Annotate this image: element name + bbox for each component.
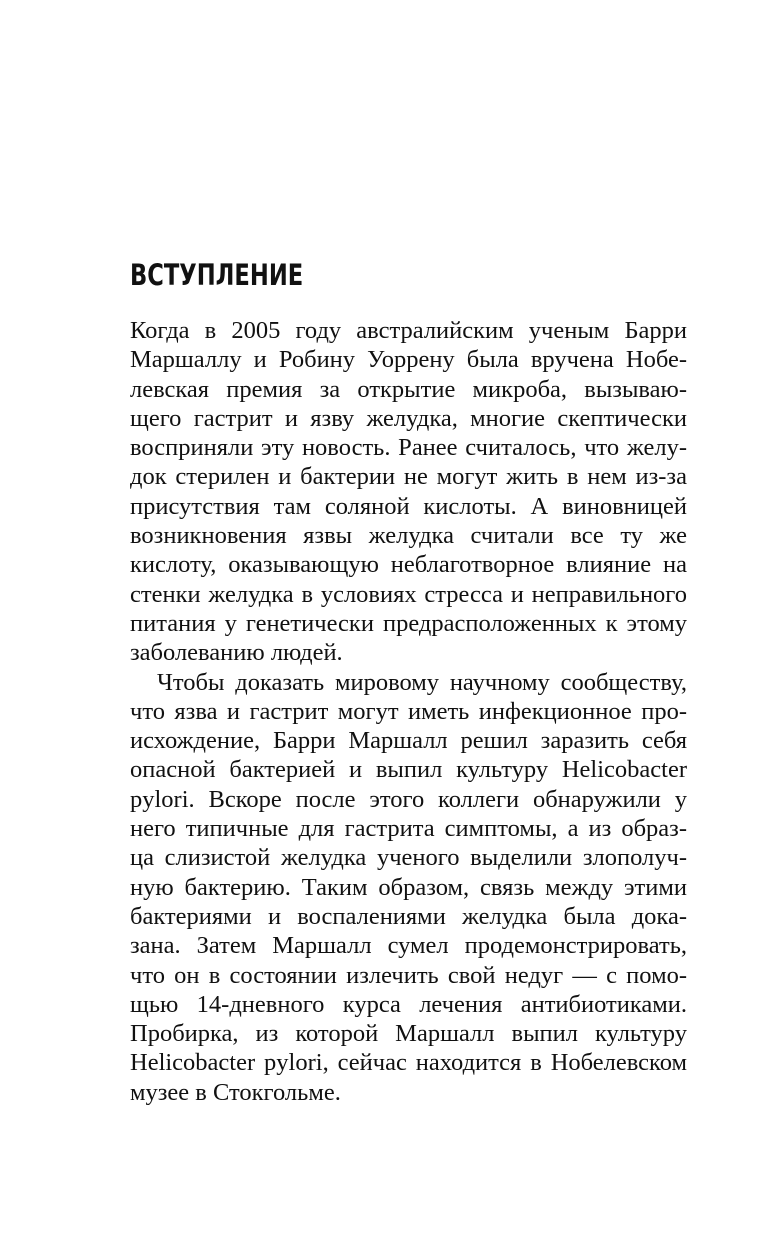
text-line: pylori. Вскоре после этого коллеги обнаружили у [130, 785, 687, 813]
text-line: присутствия там соляной кислоты. А виновницей [130, 492, 687, 520]
text-line: исхождение, Барри Маршалл решил заразить себя [130, 727, 687, 755]
text-line: зана. Затем Маршалл сумел продемонстрировать, [130, 932, 687, 960]
text-line: заболеванию людей. [130, 639, 343, 667]
text-line: Пробирка, из которой Маршалл выпил культуру [130, 1020, 687, 1048]
text-line: что язва и гастрит могут иметь инфекционное про- [130, 697, 687, 725]
chapter-heading: ВСТУПЛЕНИЕ [130, 258, 304, 292]
text-line: питания у генетически предрасположенных к этому [130, 609, 687, 637]
text-line: Маршаллу и Робину Уоррену была вручена Нобе- [130, 346, 687, 374]
text-line: него типичные для гастрита симптомы, а из образ- [130, 815, 687, 843]
text-line: стенки желудка в условиях стресса и неправильного [130, 580, 687, 608]
text-line: Чтобы доказать мировому научному сообществу, [157, 668, 687, 696]
text-line: док стерилен и бактерии не могут жить в нем из-за [130, 463, 687, 491]
text-line: кислоту, оказывающую неблаготворное влияние на [130, 551, 687, 579]
text-line: Helicobacter pylori, сейчас находится в Нобелевском [130, 1049, 687, 1077]
text-line: бактериями и воспалениями желудка была дока- [130, 902, 687, 930]
text-line: восприняли эту новость. Ранее считалось, что желу- [130, 434, 687, 462]
text-line: щью 14-дневного курса лечения антибиотиками. [130, 990, 687, 1018]
text-line: левская премия за открытие микроба, вызываю- [130, 375, 687, 403]
body-text [130, 316, 687, 1107]
text-line: музее в Стокгольме. [130, 1078, 341, 1106]
text-line: щего гастрит и язву желудка, многие скептически [130, 404, 687, 432]
text-line: ца слизистой желудка ученого выделили злополуч- [130, 844, 687, 872]
text-line: ную бактерию. Таким образом, связь между этими [130, 873, 687, 901]
text-line: что он в состоянии излечить свой недуг — с помо- [130, 961, 687, 989]
text-line: опасной бактерией и выпил культуру Helicobacter [130, 756, 687, 784]
text-line: Когда в 2005 году австралийским ученым Барри [130, 317, 687, 344]
text-line: возникновения язвы желудка считали все ту же [130, 522, 687, 550]
